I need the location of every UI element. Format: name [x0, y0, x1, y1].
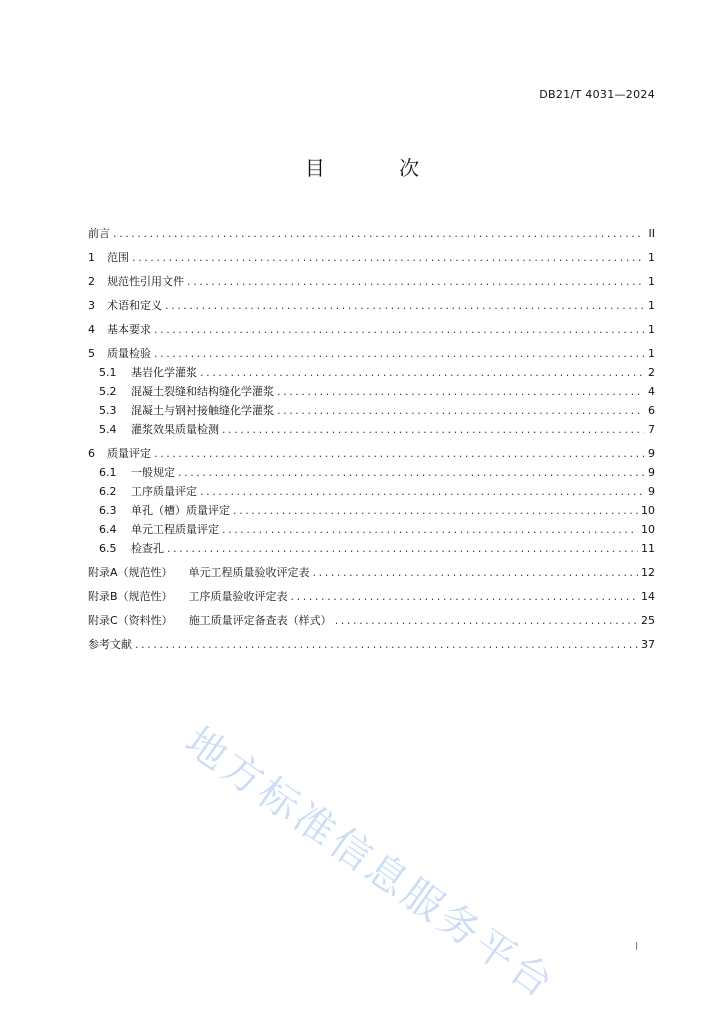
toc-leader-dots [154, 444, 644, 463]
toc-entry-foreword[interactable] [88, 224, 655, 243]
toc-entry-6-3[interactable] [88, 501, 655, 520]
toc-leader-dots [200, 482, 644, 501]
toc-leader-dots [233, 501, 638, 520]
toc-entry-3[interactable] [88, 296, 655, 315]
toc-leader-dots [277, 401, 644, 420]
toc-entry-number: 6.3 [99, 504, 117, 517]
toc-entry-title: 混凝土裂缝和结构缝化学灌浆 [131, 385, 274, 398]
toc-entry-page: 10 [641, 523, 655, 536]
toc-leader-dots [277, 382, 644, 401]
toc-entry-title: 单元工程质量评定 [131, 523, 219, 536]
toc-leader-dots [135, 635, 638, 654]
toc-entry-title: 基岩化学灌浆 [131, 366, 197, 379]
toc-entry-page: 1 [648, 275, 655, 288]
toc-entry-number: 6.5 [99, 542, 117, 555]
toc-entry-title: 检查孔 [131, 542, 164, 555]
toc-entry-page: 11 [641, 542, 655, 555]
toc-entry-title: 施工质量评定备查表（样式） [188, 614, 332, 627]
toc-entry-title: 前言 [88, 227, 110, 240]
toc-entry-page: 1 [648, 251, 655, 264]
toc-entry-title: 基本要求 [107, 323, 151, 336]
toc-entry-number: 5.4 [99, 423, 117, 436]
toc-leader-dots [178, 463, 644, 482]
toc-entry-title: 规范性引用文件 [107, 275, 184, 288]
toc-entry-number: 6.2 [99, 485, 117, 498]
toc-entry-appendix-c[interactable] [88, 611, 655, 630]
toc-entry-5-3[interactable] [88, 401, 655, 420]
toc-entry-title: 工序质量验收评定表 [188, 590, 288, 603]
toc-entry-number: 附录C（资料性） [88, 614, 173, 627]
toc-entry-number: 5.2 [99, 385, 117, 398]
toc-entry-title: 范围 [107, 251, 129, 264]
toc-entry-4[interactable] [88, 320, 655, 339]
toc-entry-page: 7 [648, 423, 655, 436]
toc-entry-6-5[interactable] [88, 539, 655, 558]
toc-leader-dots [154, 320, 644, 339]
toc-entry-5-1[interactable] [88, 363, 655, 382]
toc-entry-number: 4 [88, 323, 95, 336]
toc-entry-6-1[interactable] [88, 463, 655, 482]
toc-entry-number: 6 [88, 447, 95, 460]
toc-entry-page: 14 [641, 590, 655, 603]
toc-entry-number: 6.1 [99, 466, 117, 479]
toc-entry-title: 单孔（槽）质量评定 [131, 504, 230, 517]
toc-entry-page: 12 [641, 566, 655, 579]
toc-entry-5-4[interactable] [88, 420, 655, 439]
toc-entry-page: 2 [648, 366, 655, 379]
toc-entry-title: 混凝土与钢衬接触缝化学灌浆 [131, 404, 274, 417]
toc-entry-number: 5.3 [99, 404, 117, 417]
toc-entry-page: 1 [648, 347, 655, 360]
toc-leader-dots [200, 363, 644, 382]
toc-entry-title: 质量检验 [107, 347, 151, 360]
toc-entry-page: 6 [648, 404, 655, 417]
toc-entry-references[interactable] [88, 635, 655, 654]
toc-entry-title: 灌浆效果质量检测 [131, 423, 219, 436]
toc-entry-number: 2 [88, 275, 95, 288]
toc-entry-6-2[interactable] [88, 482, 655, 501]
toc-leader-dots [313, 563, 638, 582]
toc-entry-page: 1 [648, 299, 655, 312]
toc-entry-number: 附录B（规范性） [88, 590, 173, 603]
toc-entry-1[interactable] [88, 248, 655, 267]
toc-leader-dots [335, 611, 638, 630]
toc-entry-5-2[interactable] [88, 382, 655, 401]
toc-leader-dots [167, 539, 638, 558]
standard-code: DB21/T 4031—2024 [539, 88, 655, 101]
toc-entry-title: 参考文献 [88, 638, 132, 651]
toc-entry-2[interactable] [88, 272, 655, 291]
toc-leader-dots [165, 296, 644, 315]
toc-entry-number: 5.1 [99, 366, 117, 379]
toc-entry-6-4[interactable] [88, 520, 655, 539]
toc-entry-number: 3 [88, 299, 95, 312]
toc-entry-page: 10 [641, 504, 655, 517]
toc-entry-page: 9 [648, 466, 655, 479]
toc-entry-title: 质量评定 [107, 447, 151, 460]
toc-leader-dots [187, 272, 644, 291]
toc-entry-title: 术语和定义 [107, 299, 162, 312]
toc-entry-page: 4 [648, 385, 655, 398]
toc-leader-dots [222, 520, 638, 539]
toc-entry-title: 工序质量评定 [131, 485, 197, 498]
toc-entry-number: 6.4 [99, 523, 117, 536]
toc-entry-page: 9 [648, 447, 655, 460]
toc-entry-title: 一般规定 [131, 466, 175, 479]
toc-entry-page: 9 [648, 485, 655, 498]
page-number: I [635, 940, 639, 953]
toc-entry-number: 附录A（规范性） [88, 566, 173, 579]
toc-entry-number: 1 [88, 251, 95, 264]
watermark: 地方标准信息服务平台 [176, 718, 564, 1009]
toc-entry-page: 37 [641, 638, 655, 651]
toc-entry-5[interactable] [88, 344, 655, 363]
toc-entry-page: 25 [641, 614, 655, 627]
toc-entry-page: 1 [648, 323, 655, 336]
toc-leader-dots [154, 344, 644, 363]
toc-entry-6[interactable] [88, 444, 655, 463]
toc-leader-dots [291, 587, 638, 606]
toc-leader-dots [132, 248, 644, 267]
table-of-contents [88, 219, 655, 654]
toc-leader-dots [113, 224, 644, 243]
toc-entry-appendix-b[interactable] [88, 587, 655, 606]
toc-leader-dots [222, 420, 644, 439]
toc-entry-page: II [648, 227, 655, 240]
toc-entry-appendix-a[interactable] [88, 563, 655, 582]
toc-entry-number: 5 [88, 347, 95, 360]
page-title: 目 次 [304, 156, 454, 180]
toc-entry-title: 单元工程质量验收评定表 [188, 566, 310, 579]
